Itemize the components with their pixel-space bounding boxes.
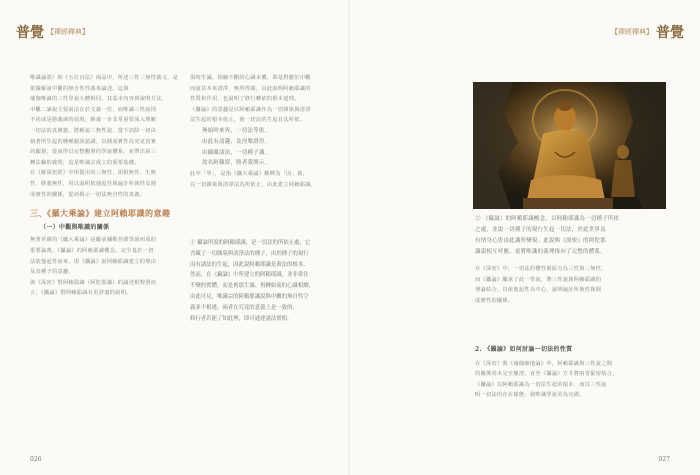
text-line: 而說其本來清淨、無所得義，以此說明阿賴耶識的 xyxy=(190,85,311,92)
text-line: 含藏了一切雜染與清淨法的種子，由於種子的現行 xyxy=(190,250,309,257)
text-line: 而有諸法的生起，因此說阿賴耶識是萬法的根本。 xyxy=(190,261,309,268)
text-line: 一切法的真實義，將解說三無性說，當下消除一切由 xyxy=(30,127,157,134)
verse-line: 故名阿賴耶，勝者我開示。 xyxy=(202,160,271,167)
section-heading: 2. 《攝論》如何討論一切法的性質 xyxy=(475,346,573,353)
text-line: 之處，並說一切種子的現行生起一切法，於此世界及 xyxy=(475,227,606,233)
text-line: 成實性的關係，從而揭示一切法無自性的真義。 xyxy=(30,191,146,198)
text-line: 成實性的關係。 xyxy=(475,297,514,304)
buddha-photo xyxy=(473,82,666,209)
section-heading: 三、《攝大乘論》建立阿賴耶識的意趣 xyxy=(30,208,171,219)
text-line: 在《解深密經》中所提出的三無性，即相無性、生無 xyxy=(30,170,157,177)
series-tag: 【禪經釋典】 xyxy=(47,28,89,36)
verse-line: 由此有諸趣，及涅槃證得。 xyxy=(202,138,271,145)
text-line: 俱時生滅，相續不斷的心識本體，即是對應於中觀 xyxy=(190,75,311,81)
text-line: 理論結合，以依他起性為中心，說明遍計所執性與圓 xyxy=(475,287,602,294)
text-line: 的顯現，從而得以完整觀照的學說體系，並帶出第三 xyxy=(30,149,157,156)
text-line: 識說相互呼應，更將唯識的義理推向了完整的體系。 xyxy=(475,249,606,255)
page-number: 026 xyxy=(30,456,42,463)
page-number: 027 xyxy=(658,456,670,463)
text-line: 法依他起性而來，即《攝論》說阿賴耶識建立的理由 xyxy=(30,258,157,265)
verse-line: 無始時來界，一切法等依。 xyxy=(202,127,271,134)
verse-line: 由攝藏諸法，一切種子識。 xyxy=(202,149,271,156)
text-line: 而《攝論》繼承了此一學說，將三性說與阿賴耶識的 xyxy=(475,276,602,283)
text-line: 義並不相違，兩者在究竟的意義上是一致的。 xyxy=(190,304,298,311)
text-line: 及其種子的意趣。 xyxy=(30,269,74,276)
text-line: 此中「界」，是指《攝大乘論》解釋為「因」義， xyxy=(190,171,309,178)
brand-logo: 普覺 xyxy=(656,25,684,41)
subsection-heading: （一）中觀與唯識的關係 xyxy=(40,223,110,231)
text-line: 由此可見，唯識宗的阿賴耶識說與中觀的無自性空 xyxy=(190,293,309,300)
text-line: 性質和作用，也說明了修行轉依的根本道理。 xyxy=(190,96,300,103)
buddha-statue-illustration xyxy=(473,82,666,209)
right-page-header xyxy=(611,22,684,42)
brand-logo: 普覺 xyxy=(16,25,44,41)
text-line: ② 《攝論》的阿賴耶識概念，以阿賴耶識為一切種子所依 xyxy=(475,216,620,222)
text-line: 無著菩薩的《攝大乘論》是繼承彌勒菩薩學說而成的 xyxy=(30,237,157,244)
text-line: 《攝論》以阿賴耶識為一切法生起的根本，而以三性說 xyxy=(475,381,607,388)
text-line: 在《深密》中，一切法的體性被區分為三性與三無性， xyxy=(475,266,607,272)
text-line: 與《深密》對阿賴耶識（阿陀那識）的論述相對照而 xyxy=(30,279,157,286)
text-line: 的關係尚未完全釐清，直至《攝論》方才將兩者緊密結合。 xyxy=(475,371,618,378)
right-page-section xyxy=(475,345,668,401)
footnote-block xyxy=(190,238,338,324)
text-line: 明一切法的存在樣態，使唯識學說更為完備。 xyxy=(475,392,585,399)
text-line: 瑜伽唯識的三性學說大體相同，其基本內容與說明方法， xyxy=(30,96,168,103)
text-line: 修行者若能了知此理，即可通達諸法實相。 xyxy=(190,315,293,322)
text-line: 有情身心皆由此識所變現。此說與《深密》的阿陀那 xyxy=(475,238,606,244)
text-line: 在《深密》與《瑜伽師地論》中，阿賴耶識與三性說之間 xyxy=(475,360,613,367)
text-line: 執著所生起的種種錯誤認識，以圓成實性為究竟真實 xyxy=(30,138,157,145)
series-tag: 【禪經釋典】 xyxy=(611,28,653,36)
text-line: 法生起的根本依止，使一切法的生起有其所依。 xyxy=(190,117,306,124)
right-page-column xyxy=(475,214,668,306)
text-line: ① 攝論所說的阿賴耶識，是一切法的所依止處，它 xyxy=(190,240,311,246)
text-line: 言，《攝論》對阿賴耶識有更詳盡的說明。 xyxy=(30,290,132,297)
text-line: 唯識論部）和《五位百法》兩品中，所述三性三無性義文，是依據解說中觀的無自性性義來論述。這與 xyxy=(30,75,179,92)
left-page-header xyxy=(16,22,89,42)
text-line: 然而，在《攝論》中所建立的阿賴耶識，並非常住 xyxy=(190,272,309,279)
right-column-text xyxy=(190,73,338,190)
text-line: 不變的實體，而是剎那生滅、恆轉如流的心識相續。 xyxy=(190,283,314,290)
text-line: 《攝論》的意趣是以阿賴耶識作為一切雜染與清淨 xyxy=(190,106,311,113)
text-line: 中觀二諦說主要說法在於文義一位，而唯識三性說則 xyxy=(30,106,157,113)
text-line: 以一切雜染與清淨法為所依止，由此建立阿賴耶識。 xyxy=(190,181,317,188)
left-column-text xyxy=(30,73,180,299)
text-line: 性、勝義無性，用以說明依他起性與遍計所執性及圓 xyxy=(30,180,157,187)
text-line: 重要論典，《攝論》的阿賴耶識概念，完全基於一切 xyxy=(30,247,154,254)
text-line: 轉法輪的義理，這是唯識宗成立的重要基礎。 xyxy=(30,159,140,166)
text-line: 不同或是勝義諦的展現，勝義一步非常重要深入理解 xyxy=(30,117,157,124)
